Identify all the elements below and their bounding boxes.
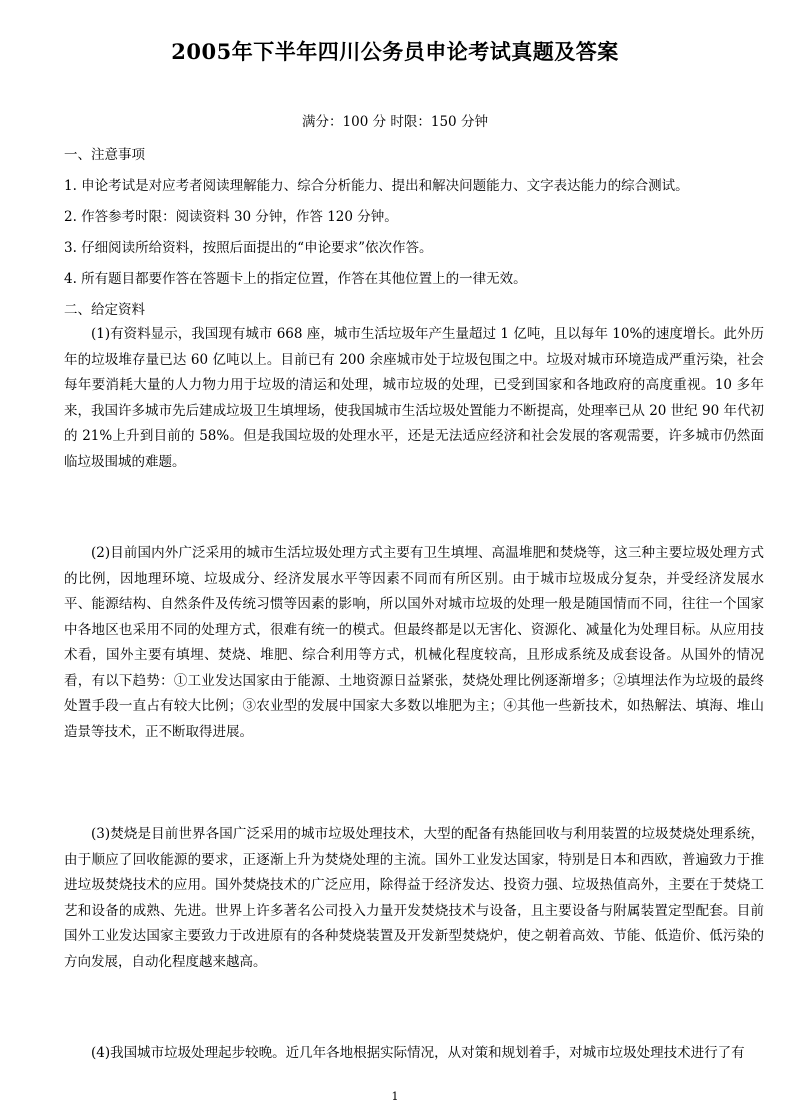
- material-paragraph-1: (1)有资料显示，我国现有城市 668 座，城市生活垃圾年产生量超过 1 亿吨，且以每年 10%的速度增长。此外历年的垃圾堆存量已达 60 亿吨以上。目前已有 200 余座城市处于垃圾包围之中。垃圾对城市环境造成严重污染，社会每年要消耗大量的人力物力用于垃圾的清运和处理，城市垃圾的处理，已受到国家和各地政府的高度重视。10 多年来，我国许多城市先后建成垃圾卫生填埋场，使我国城市生活垃圾处置能力不断提高，处理率已从 20 世纪 90 年代初的 21%上升到目前的 58%。但是我国垃圾的处理水平，还是无法适应经济和社会发展的客观需要，许多城市仍然面临垃圾围城的难题。: [64, 326, 764, 470]
- page-title: 2005年下半年四川公务员申论考试真题及答案: [171, 39, 619, 64]
- section-heading-notes: 一、注意事项: [64, 147, 145, 163]
- material-paragraph-3: (3)焚烧是目前世界各国广泛采用的城市垃圾处理技术，大型的配备有热能回收与利用装置的垃圾焚烧处理系统，由于顺应了回收能源的要求，正逐渐上升为焚烧处理的主流。国外工业发达国家，特别是日本和西欧，普遍致力于推进垃圾焚烧技术的应用。国外焚烧技术的广泛应用，除得益于经济发达、投资力强、垃圾热值高外，主要在于焚烧工艺和设备的成熟、先进。世界上许多著名公司投入力量开发焚烧技术与设备，且主要设备与附属装置定型配套。目前国外工业发达国家主要致力于改进原有的各种焚烧装置及开发新型焚烧炉，使之朝着高效、节能、低造价、低污染的方向发展，自动化程度越来越高。: [64, 826, 764, 970]
- section-heading-materials: 二、给定资料: [64, 302, 145, 318]
- page-number: 1: [391, 1090, 399, 1103]
- note-item-4: 4. 所有题目都要作答在答题卡上的指定位置，作答在其他位置上的一律无效。: [64, 271, 527, 287]
- note-item-1: 1. 申论考试是对应考者阅读理解能力、综合分析能力、提出和解决问题能力、文字表达能力的综合测试。: [64, 178, 689, 194]
- exam-meta: 满分：100 分 时限：150 分钟: [302, 114, 488, 130]
- note-item-3: 3. 仔细阅读所给资料，按照后面提出的“申论要求”依次作答。: [64, 240, 433, 256]
- material-paragraph-2: (2)目前国内外广泛采用的城市生活垃圾处理方式主要有卫生填埋、高温堆肥和焚烧等，这三种主要垃圾处理方式的比例，因地理环境、垃圾成分、经济发展水平等因素不同而有所区别。由于城市垃圾成分复杂，并受经济发展水平、能源结构、自然条件及传统习惯等因素的影响，所以国外对城市垃圾的处理一般是随国情而不同，往往一个国家中各地区也采用不同的处理方式，很难有统一的模式。但最终都是以无害化、资源化、减量化为处理目标。从应用技术看，国外主要有填埋、焚烧、堆肥、综合利用等方式，机械化程度较高，且形成系统及成套设备。从国外的情况看，有以下趋势：①工业发达国家由于能源、土地资源日益紧张，焚烧处理比例逐渐增多；②填埋法作为垃圾的最终处置手段一直占有较大比例；③农业型的发展中国家大多数以堆肥为主；④其他一些新技术，如热解法、填海、堆山造景等技术，正不断取得进展。: [64, 545, 764, 740]
- material-paragraph-4: (4)我国城市垃圾处理起步较晚。近几年各地根据实际情况，从对策和规划着手，对城市垃圾处理技术进行了有: [91, 1045, 745, 1061]
- note-item-2: 2. 作答参考时限：阅读资料 30 分钟，作答 120 分钟。: [64, 209, 398, 225]
